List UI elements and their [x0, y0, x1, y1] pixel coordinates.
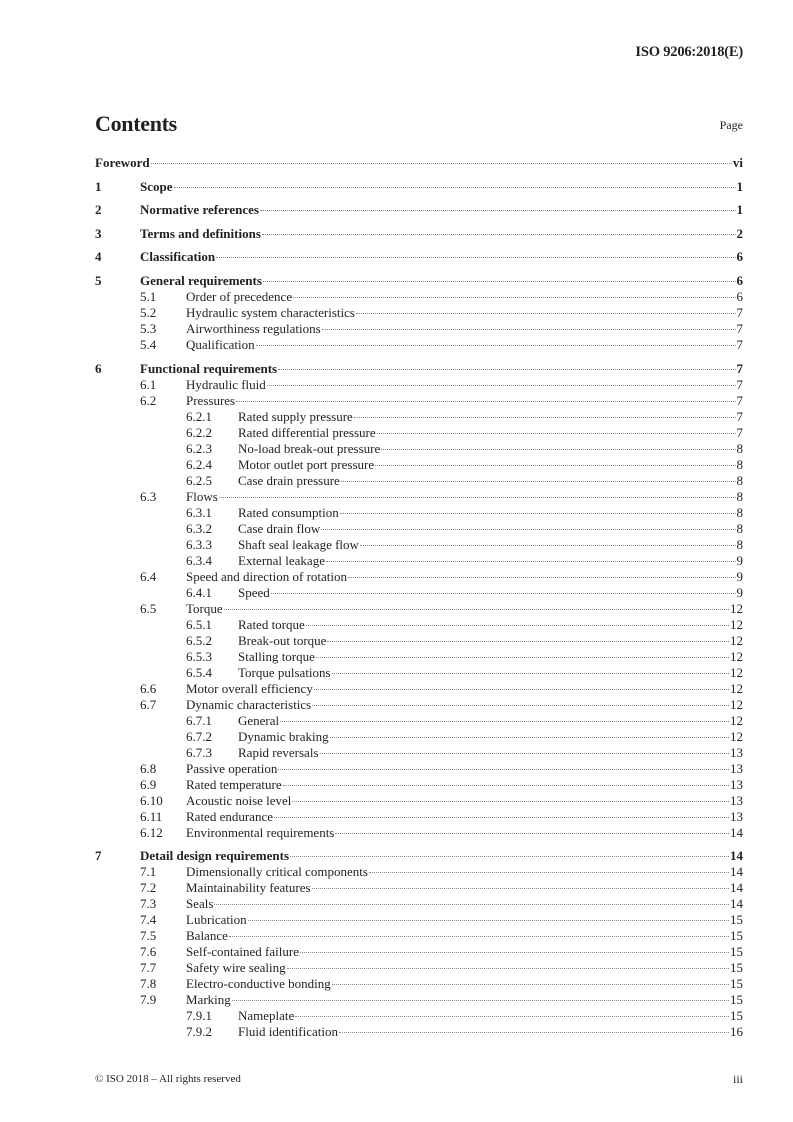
- toc-entry-number: 5.3: [140, 320, 157, 336]
- toc-entry-title[interactable]: Rated consumption: [238, 504, 339, 520]
- toc-entry-number: 6.2.2: [186, 424, 212, 440]
- toc-entry[interactable]: [95, 457, 743, 473]
- toc-entry-number: 6.3.4: [186, 552, 212, 568]
- dot-leader: [293, 297, 735, 298]
- toc-entry-title[interactable]: Passive operation: [186, 760, 278, 776]
- dot-leader: [381, 449, 735, 450]
- toc-entry-number: 7.9: [140, 992, 157, 1008]
- toc-entry-page[interactable]: 8: [736, 440, 743, 456]
- toc-entry-title[interactable]: Marking: [186, 992, 231, 1008]
- dot-leader: [300, 952, 729, 953]
- toc-entry-title[interactable]: Flows: [186, 488, 218, 504]
- dot-leader: [312, 888, 729, 889]
- toc-entry[interactable]: [95, 489, 743, 505]
- toc-entry[interactable]: [95, 202, 743, 218]
- toc-entry-page[interactable]: 2: [736, 225, 743, 241]
- toc-entry[interactable]: [95, 601, 743, 617]
- dot-leader: [248, 920, 729, 921]
- toc-entry-number: 6.3.2: [186, 520, 212, 536]
- toc-entry-number: 6.7.1: [186, 712, 212, 728]
- toc-entry[interactable]: [95, 537, 743, 553]
- toc-entry-title[interactable]: Seals: [186, 896, 214, 912]
- toc-entry-page[interactable]: 7: [736, 304, 743, 320]
- page-title: Contents: [95, 111, 177, 136]
- toc-entry-title[interactable]: Environmental requirements: [186, 824, 335, 840]
- toc-entry-number: 6.2: [140, 392, 157, 408]
- toc-entry-number: 7.9.2: [186, 1024, 212, 1040]
- dot-leader: [262, 234, 736, 235]
- toc-entry-number: 6.2.4: [186, 456, 212, 472]
- dot-leader: [320, 753, 729, 754]
- toc-entry-title[interactable]: Break-out torque: [238, 632, 327, 648]
- toc-entry[interactable]: [95, 713, 743, 729]
- toc-entry-number: 5.1: [140, 288, 157, 304]
- toc-entry-page[interactable]: 14: [730, 880, 743, 896]
- toc-entry-title[interactable]: Airworthiness regulations: [186, 320, 321, 336]
- toc-entry-title[interactable]: Case drain pressure: [238, 472, 340, 488]
- document-id: ISO 9206:2018(E): [635, 44, 743, 60]
- toc-entry-title[interactable]: Qualification: [186, 336, 255, 352]
- toc-entry-page[interactable]: 12: [730, 648, 743, 664]
- table-of-contents: [95, 155, 743, 1040]
- dot-leader: [340, 513, 736, 514]
- toc-entry-number: 6.10: [140, 792, 163, 808]
- toc-entry-title[interactable]: Nameplate: [238, 1008, 295, 1024]
- dot-leader: [214, 904, 729, 905]
- toc-entry[interactable]: [95, 928, 743, 944]
- toc-entry-number: 6: [95, 360, 102, 376]
- dot-leader: [375, 465, 735, 466]
- toc-entry-number: 6.4.1: [186, 584, 212, 600]
- toc-entry[interactable]: [95, 553, 743, 569]
- toc-entry-title[interactable]: Dynamic braking: [238, 728, 329, 744]
- toc-entry-title[interactable]: Self-contained failure: [186, 944, 299, 960]
- toc-entry-title[interactable]: Stalling torque: [238, 648, 315, 664]
- dot-leader: [216, 257, 735, 258]
- toc-entry[interactable]: [95, 585, 743, 601]
- toc-entry-page[interactable]: 7: [736, 408, 743, 424]
- dot-leader: [356, 313, 736, 314]
- toc-entry-title[interactable]: Shaft seal leakage flow: [238, 536, 359, 552]
- toc-entry-page[interactable]: 12: [730, 632, 743, 648]
- dot-leader: [280, 721, 729, 722]
- toc-entry-number: 6.3.1: [186, 504, 212, 520]
- toc-entry[interactable]: [95, 880, 743, 896]
- toc-entry-number: 6.3.3: [186, 536, 212, 552]
- toc-entry-title[interactable]: Safety wire sealing: [186, 960, 286, 976]
- toc-entry-number: 4: [95, 249, 102, 265]
- toc-entry[interactable]: [95, 633, 743, 649]
- toc-entry[interactable]: [95, 681, 743, 697]
- toc-entry-page[interactable]: 13: [730, 760, 743, 776]
- toc-entry-page[interactable]: 13: [730, 744, 743, 760]
- dot-leader: [321, 529, 735, 530]
- toc-entry-title[interactable]: Fluid identification: [238, 1024, 339, 1040]
- dot-leader: [335, 833, 729, 834]
- toc-entry-number: 6.5.1: [186, 616, 212, 632]
- dot-leader: [369, 872, 729, 873]
- toc-entry[interactable]: [95, 793, 743, 809]
- toc-entry-number: 6.2.1: [186, 408, 212, 424]
- dot-leader: [236, 401, 735, 402]
- toc-entry-page[interactable]: 14: [730, 848, 743, 864]
- toc-entry-page[interactable]: 12: [730, 616, 743, 632]
- toc-entry-title[interactable]: General requirements: [140, 272, 262, 288]
- toc-entry-title[interactable]: Rapid reversals: [238, 744, 319, 760]
- toc-entry-number: 6.11: [140, 808, 163, 824]
- toc-entry[interactable]: [95, 179, 743, 195]
- toc-entry[interactable]: [95, 896, 743, 912]
- toc-entry-page[interactable]: 8: [736, 456, 743, 472]
- toc-entry-title[interactable]: Rated differential pressure: [238, 424, 376, 440]
- toc-entry-number: 7.3: [140, 896, 157, 912]
- page-number: iii: [732, 1072, 743, 1086]
- toc-entry-page[interactable]: 7: [736, 424, 743, 440]
- toc-entry[interactable]: [95, 665, 743, 681]
- toc-entry-number: 7.8: [140, 976, 157, 992]
- dot-leader: [263, 281, 736, 282]
- toc-entry-title[interactable]: Hydraulic fluid: [186, 376, 266, 392]
- dot-leader: [326, 561, 736, 562]
- toc-entry[interactable]: [95, 409, 743, 425]
- toc-entry[interactable]: [95, 321, 743, 337]
- toc-entry-page[interactable]: 15: [730, 928, 743, 944]
- toc-entry[interactable]: [95, 441, 743, 457]
- dot-leader: [348, 577, 735, 578]
- toc-entry-title[interactable]: Order of precedence: [186, 288, 293, 304]
- toc-entry-number: 7.6: [140, 944, 157, 960]
- toc-entry[interactable]: [95, 521, 743, 537]
- toc-entry-title[interactable]: Normative references: [140, 202, 259, 218]
- toc-entry-title[interactable]: Acoustic noise level: [186, 792, 292, 808]
- toc-entry-number: 6.5.2: [186, 632, 212, 648]
- toc-entry[interactable]: [95, 425, 743, 441]
- toc-entry-title[interactable]: Maintainability features: [186, 880, 311, 896]
- toc-entry-page[interactable]: 15: [730, 992, 743, 1008]
- toc-entry-number: 7.1: [140, 864, 157, 880]
- toc-entry[interactable]: [95, 912, 743, 928]
- toc-entry[interactable]: [95, 649, 743, 665]
- dot-leader: [224, 609, 729, 610]
- toc-entry-page[interactable]: 12: [730, 664, 743, 680]
- toc-entry-title[interactable]: Torque: [186, 600, 223, 616]
- dot-leader: [219, 497, 736, 498]
- toc-entry-title[interactable]: Rated supply pressure: [238, 408, 353, 424]
- toc-entry-number: 6.7.2: [186, 728, 212, 744]
- toc-entry-page[interactable]: 7: [736, 320, 743, 336]
- toc-entry-page[interactable]: 12: [730, 600, 743, 616]
- toc-entry-page[interactable]: 15: [730, 976, 743, 992]
- toc-entry[interactable]: [95, 848, 743, 864]
- toc-entry-number: 6.1: [140, 376, 157, 392]
- toc-entry[interactable]: [95, 393, 743, 409]
- dot-leader: [290, 856, 729, 857]
- toc-entry[interactable]: [95, 864, 743, 880]
- dot-leader: [283, 785, 729, 786]
- toc-entry-title[interactable]: Torque pulsations: [238, 664, 331, 680]
- toc-entry-page[interactable]: 7: [736, 336, 743, 352]
- toc-entry-number: 7.7: [140, 960, 157, 976]
- toc-entry[interactable]: [95, 809, 743, 825]
- toc-entry-number: 6.7.3: [186, 744, 212, 760]
- toc-entry-title[interactable]: Scope: [140, 178, 173, 194]
- toc-entry-number: 6.2.3: [186, 440, 212, 456]
- toc-entry-title[interactable]: Balance: [186, 928, 228, 944]
- toc-entry[interactable]: [95, 697, 743, 713]
- toc-entry-title[interactable]: Motor outlet port pressure: [238, 456, 375, 472]
- toc-entry-title[interactable]: Foreword: [95, 155, 150, 170]
- toc-entry-page[interactable]: 9: [736, 568, 743, 584]
- toc-entry-page[interactable]: 7: [736, 392, 743, 408]
- copyright-notice: © ISO 2018 – All rights reserved: [95, 1073, 241, 1085]
- toc-entry-number: 5: [95, 272, 102, 288]
- page-column-label: Page: [719, 118, 743, 132]
- dot-leader: [354, 417, 736, 418]
- toc-entry[interactable]: [95, 992, 743, 1008]
- toc-entry[interactable]: [95, 976, 743, 992]
- dot-leader: [339, 1032, 729, 1033]
- toc-entry-page[interactable]: 8: [736, 472, 743, 488]
- toc-entry[interactable]: [95, 273, 743, 289]
- toc-entry-page[interactable]: 15: [730, 944, 743, 960]
- toc-entry-number: 6.12: [140, 824, 163, 840]
- toc-entry-page[interactable]: 8: [736, 536, 743, 552]
- toc-entry-number: 6.5: [140, 600, 157, 616]
- toc-entry[interactable]: [95, 1008, 743, 1024]
- dot-leader: [316, 657, 729, 658]
- toc-entry-page[interactable]: 6: [736, 288, 743, 304]
- toc-entry[interactable]: [95, 729, 743, 745]
- toc-entry[interactable]: [95, 337, 743, 353]
- dot-leader: [377, 433, 736, 434]
- toc-entry-page[interactable]: 14: [730, 824, 743, 840]
- toc-entry-title[interactable]: Electro-conductive bonding: [186, 976, 331, 992]
- dot-leader: [229, 936, 729, 937]
- toc-entry-page[interactable]: 1: [736, 178, 743, 194]
- toc-entry[interactable]: [95, 155, 743, 171]
- toc-entry-title[interactable]: Speed: [238, 584, 270, 600]
- toc-entry-page[interactable]: 15: [730, 1008, 743, 1024]
- toc-entry-page[interactable]: 16: [730, 1024, 743, 1040]
- dot-leader: [295, 1016, 729, 1017]
- dot-leader: [312, 705, 729, 706]
- dot-leader: [322, 329, 736, 330]
- toc-entry-title[interactable]: Classification: [140, 249, 216, 265]
- toc-entry-page[interactable]: 15: [730, 912, 743, 928]
- toc-entry-page[interactable]: 9: [736, 584, 743, 600]
- dot-leader: [314, 689, 729, 690]
- toc-entry[interactable]: [95, 944, 743, 960]
- toc-entry-number: 6.2.5: [186, 472, 212, 488]
- dot-leader: [287, 968, 729, 969]
- dot-leader: [151, 163, 732, 164]
- toc-entry-page[interactable]: 12: [730, 680, 743, 696]
- toc-entry-number: 6.9: [140, 776, 157, 792]
- toc-entry-number: 7.5: [140, 928, 157, 944]
- toc-entry[interactable]: [95, 361, 743, 377]
- toc-entry-page[interactable]: 12: [730, 712, 743, 728]
- dot-leader: [274, 817, 729, 818]
- toc-entry-number: 6.7: [140, 696, 157, 712]
- toc-entry-title[interactable]: Terms and definitions: [140, 225, 261, 241]
- toc-entry-page[interactable]: 9: [736, 552, 743, 568]
- toc-entry-number: 1: [95, 178, 102, 194]
- toc-entry-page[interactable]: 12: [730, 696, 743, 712]
- dot-leader: [256, 345, 736, 346]
- toc-entry[interactable]: [95, 745, 743, 761]
- toc-entry-page[interactable]: 14: [730, 896, 743, 912]
- toc-entry-page[interactable]: 13: [730, 808, 743, 824]
- toc-entry-title[interactable]: General: [238, 712, 280, 728]
- toc-entry-page[interactable]: 12: [730, 728, 743, 744]
- toc-entry-page[interactable]: 7: [736, 360, 743, 376]
- toc-entry-title[interactable]: No-load break-out pressure: [238, 440, 381, 456]
- toc-entry-title[interactable]: Dimensionally critical components: [186, 864, 368, 880]
- dot-leader: [330, 737, 729, 738]
- toc-entry-number: 5.4: [140, 336, 157, 352]
- toc-entry-number: 7.9.1: [186, 1008, 212, 1024]
- toc-entry-number: 5.2: [140, 304, 157, 320]
- dot-leader: [278, 369, 735, 370]
- dot-leader: [292, 801, 729, 802]
- toc-entry[interactable]: [95, 617, 743, 633]
- dot-leader: [278, 769, 729, 770]
- dot-leader: [327, 641, 729, 642]
- toc-entry-page[interactable]: vi: [732, 155, 743, 170]
- dot-leader: [260, 210, 736, 211]
- toc-entry-number: 7.2: [140, 880, 157, 896]
- toc-entry-number: 6.6: [140, 680, 157, 696]
- toc-entry-page[interactable]: 7: [736, 376, 743, 392]
- toc-entry[interactable]: [95, 777, 743, 793]
- toc-entry-page[interactable]: 1: [736, 202, 743, 218]
- toc-entry-number: 6.5.4: [186, 664, 212, 680]
- toc-entry-number: 3: [95, 225, 102, 241]
- toc-entry-title[interactable]: External leakage: [238, 552, 325, 568]
- toc-entry-number: 7: [95, 848, 102, 864]
- toc-entry-title[interactable]: Lubrication: [186, 912, 247, 928]
- toc-entry-page[interactable]: 6: [736, 272, 743, 288]
- toc-entry[interactable]: [95, 473, 743, 489]
- toc-entry-page[interactable]: 6: [736, 249, 743, 265]
- toc-entry-number: 6.5.3: [186, 648, 212, 664]
- toc-entry-number: 6.8: [140, 760, 157, 776]
- toc-entry-number: 2: [95, 202, 102, 218]
- toc-entry-page[interactable]: 13: [730, 776, 743, 792]
- dot-leader: [271, 593, 736, 594]
- dot-leader: [332, 984, 729, 985]
- toc-entry-title[interactable]: Functional requirements: [140, 360, 278, 376]
- toc-entry-title[interactable]: Pressures: [186, 392, 236, 408]
- dot-leader: [232, 1000, 729, 1001]
- toc-entry-page[interactable]: 13: [730, 792, 743, 808]
- toc-entry[interactable]: [95, 305, 743, 321]
- toc-entry-title[interactable]: Case drain flow: [238, 520, 321, 536]
- toc-entry-number: 6.3: [140, 488, 157, 504]
- toc-entry[interactable]: [95, 960, 743, 976]
- dot-leader: [267, 385, 736, 386]
- dot-leader: [360, 545, 736, 546]
- toc-entry[interactable]: [95, 226, 743, 242]
- toc-entry-page[interactable]: 8: [736, 488, 743, 504]
- toc-entry[interactable]: [95, 249, 743, 265]
- toc-entry-title[interactable]: Speed and direction of rotation: [186, 568, 348, 584]
- toc-entry[interactable]: [95, 825, 743, 841]
- toc-entry[interactable]: [95, 569, 743, 585]
- toc-entry[interactable]: [95, 1024, 743, 1040]
- toc-entry-page[interactable]: 8: [736, 520, 743, 536]
- dot-leader: [306, 625, 729, 626]
- toc-entry-title[interactable]: Rated temperature: [186, 776, 282, 792]
- toc-entry[interactable]: [95, 377, 743, 393]
- toc-entry[interactable]: [95, 505, 743, 521]
- toc-entry-page[interactable]: 8: [736, 504, 743, 520]
- toc-entry-page[interactable]: 14: [730, 864, 743, 880]
- toc-entry-title[interactable]: Rated endurance: [186, 808, 273, 824]
- toc-entry-title[interactable]: Detail design requirements: [140, 848, 290, 864]
- toc-entry-number: 7.4: [140, 912, 157, 928]
- toc-entry-page[interactable]: 15: [730, 960, 743, 976]
- toc-entry-title[interactable]: Rated torque: [238, 616, 305, 632]
- dot-leader: [341, 481, 736, 482]
- toc-entry-title[interactable]: Hydraulic system characteristics: [186, 304, 355, 320]
- toc-entry-title[interactable]: Motor overall efficiency: [186, 680, 313, 696]
- toc-entry[interactable]: [95, 289, 743, 305]
- dot-leader: [174, 187, 736, 188]
- dot-leader: [332, 673, 729, 674]
- toc-entry[interactable]: [95, 761, 743, 777]
- toc-entry-title[interactable]: Dynamic characteristics: [186, 696, 312, 712]
- toc-entry-number: 6.4: [140, 568, 157, 584]
